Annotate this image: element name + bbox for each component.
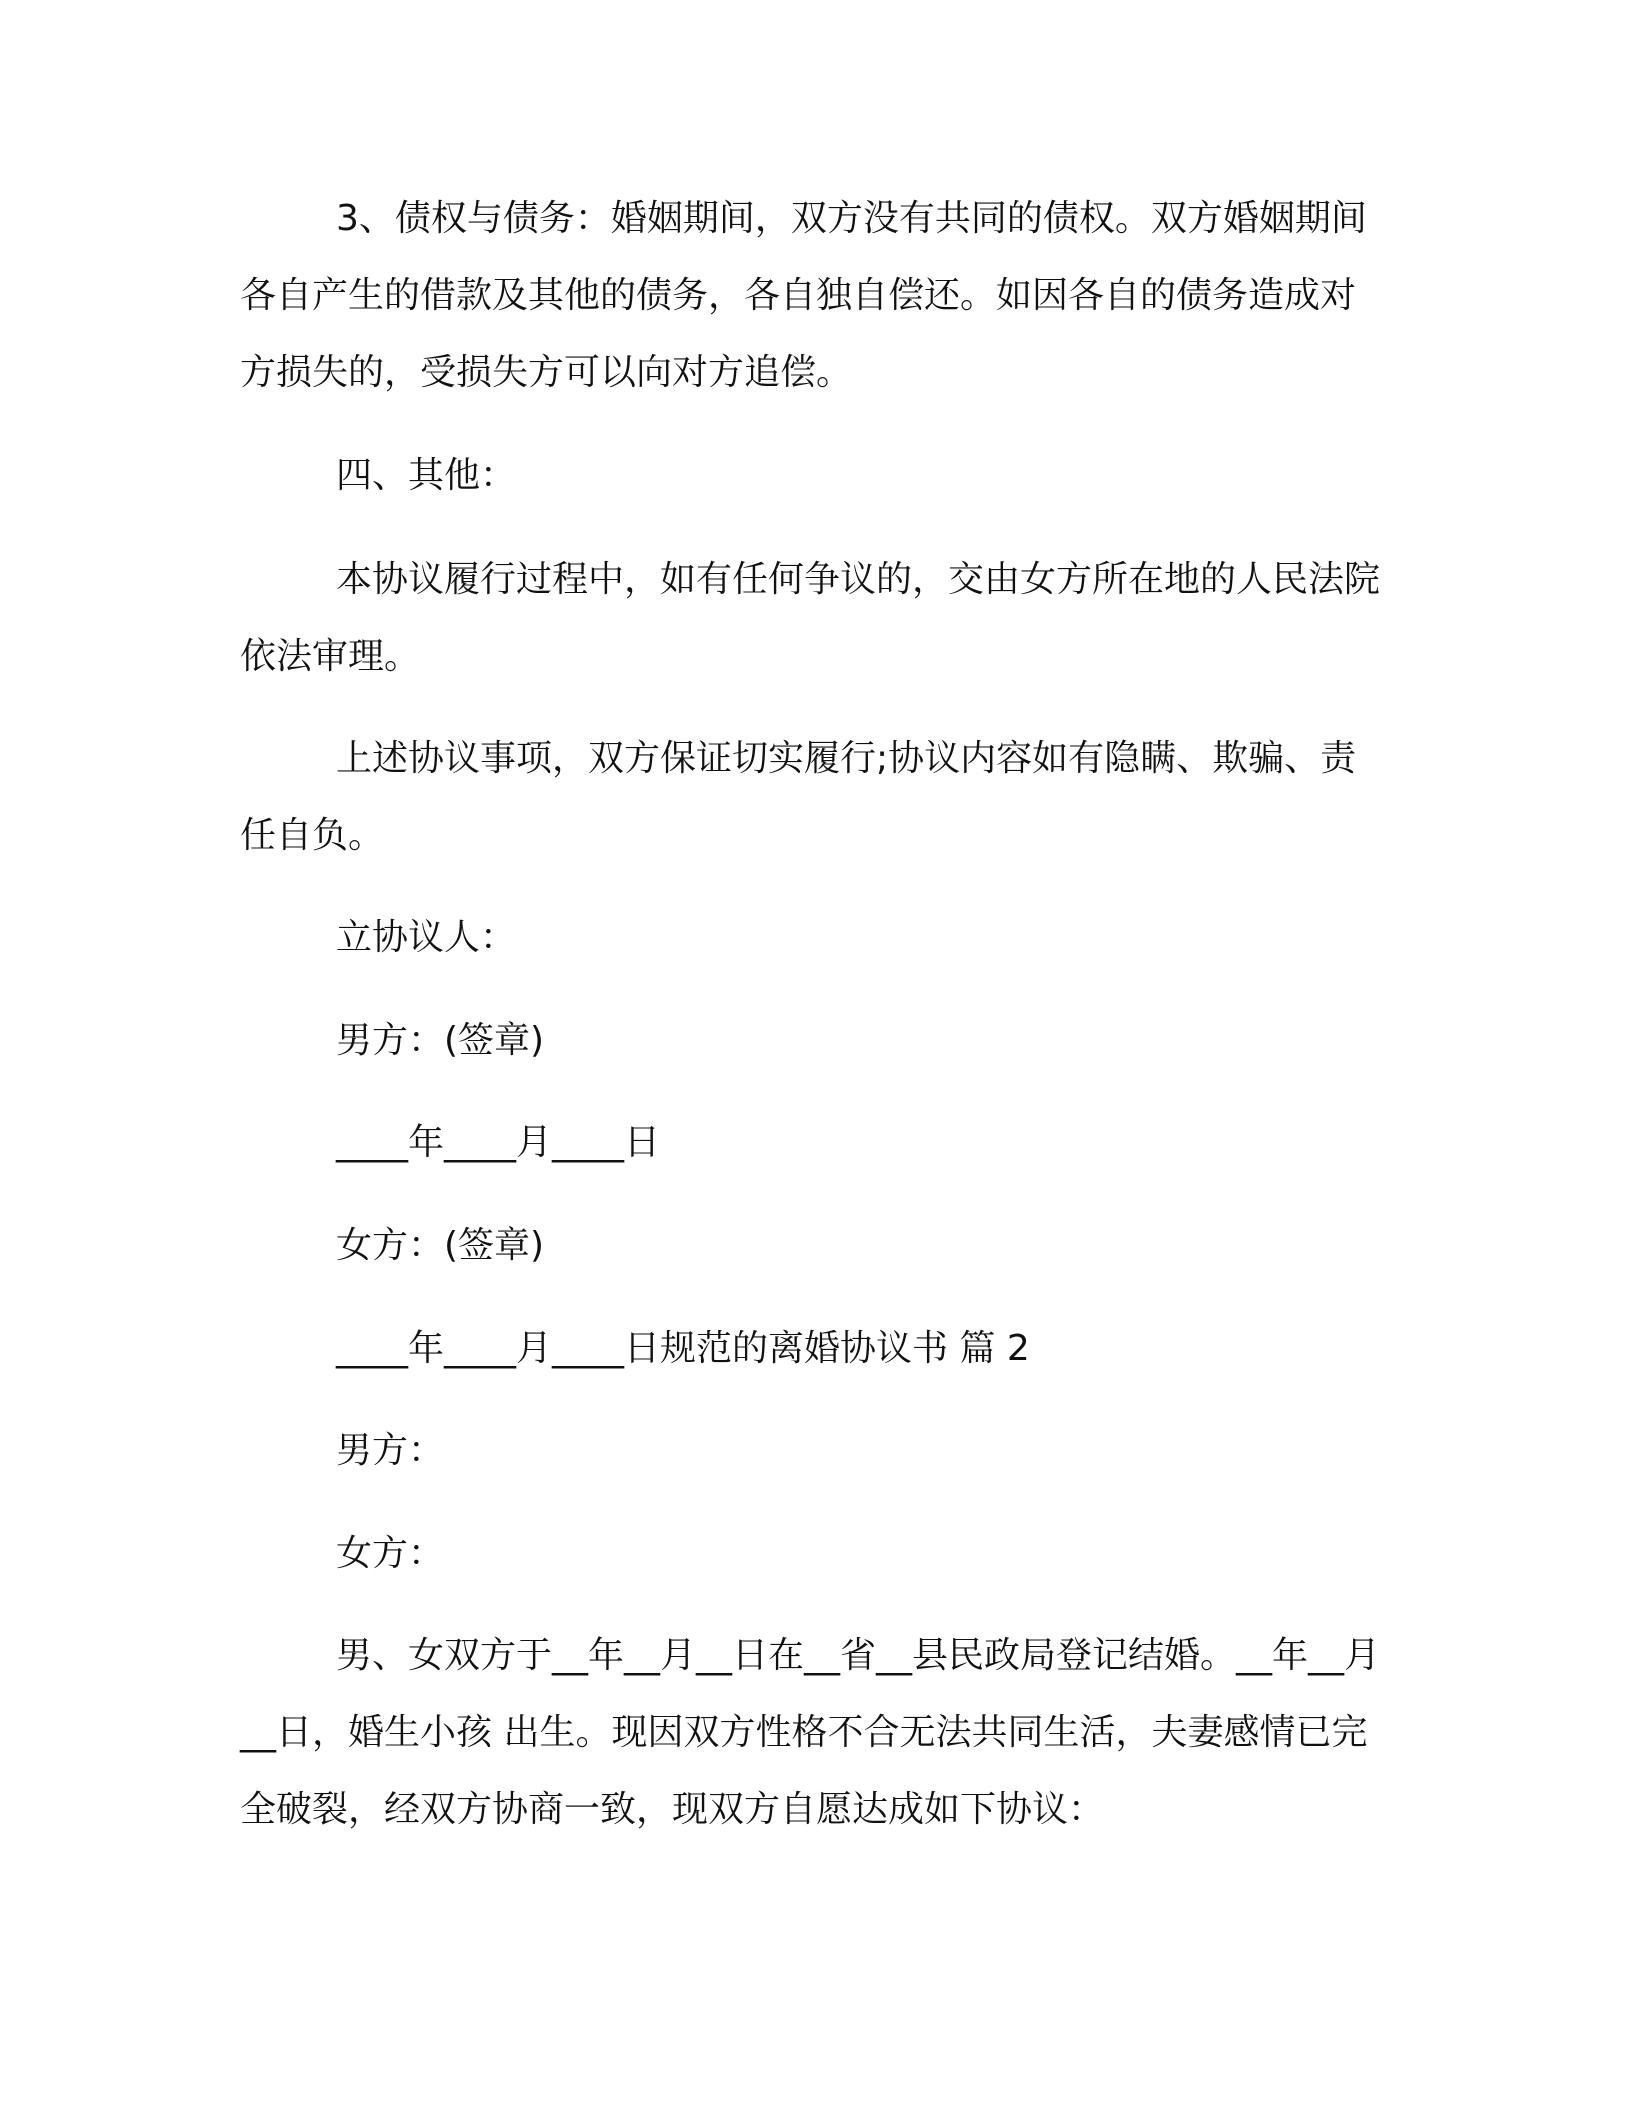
paragraph-guarantee: 上述协议事项，双方保证切实履行;协议内容如有隐瞒、欺骗、责任自负。	[240, 738, 1357, 856]
male-label: 男方：	[336, 1430, 445, 1471]
female-signature-line: 女方：(签章)	[336, 1225, 545, 1266]
date-line-1: ____年____月____日	[336, 1122, 661, 1163]
female-label: 女方：	[336, 1533, 445, 1574]
date-line-title: ____年____月____日规范的离婚协议书 篇 2	[336, 1328, 1030, 1369]
male-signature-line: 男方：(签章)	[336, 1020, 545, 1061]
paragraph-dispute: 本协议履行过程中，如有任何争议的，交由女方所在地的人民法院依法审理。	[240, 559, 1381, 677]
section-heading-other: 四、其他：	[336, 455, 517, 496]
paragraph-debt: 3、债权与债务：婚姻期间，双方没有共同的债权。双方婚姻期间各自产生的借款及其他的债务，各自独自偿还。如因各自的债务造成对方损失的，受损失方可以向对方追偿。	[240, 198, 1367, 393]
signatories-label: 立协议人：	[336, 917, 517, 958]
paragraph-marriage: 男、女双方于__年__月__日在__省__县民政局登记结婚。__年__月__日，婚生小孩 出生。现因双方性格不合无法共同生活，夫妻感情已完全破裂，经双方协商一致，现双方自愿达成如下协议：	[240, 1635, 1381, 1830]
